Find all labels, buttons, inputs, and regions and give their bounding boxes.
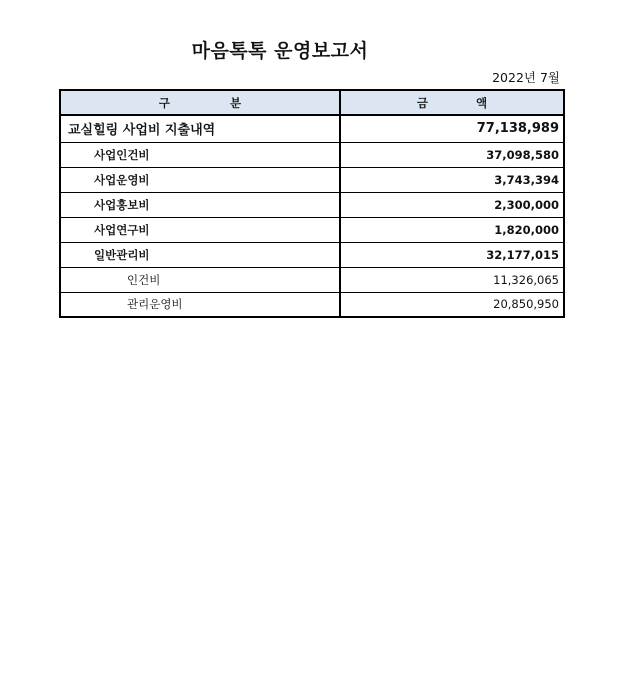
row-label: 관리운영비 [60, 292, 340, 317]
header-category-char-2: 분 [230, 95, 242, 110]
table-row [60, 217, 564, 242]
table-row [60, 115, 564, 142]
table-row [60, 267, 564, 292]
report-title: 마음톡톡 운영보고서 [191, 40, 369, 62]
header-category-char-1: 구 [158, 95, 170, 110]
table-row [60, 292, 564, 317]
row-amount: 3,743,394 [340, 167, 564, 192]
header-amount [340, 90, 564, 115]
row-amount: 77,138,989 [340, 115, 564, 142]
header-category [60, 90, 340, 115]
row-label: 사업인건비 [60, 142, 340, 167]
table-header-row [60, 90, 564, 115]
header-amount-char-2: 액 [476, 95, 488, 110]
row-amount: 11,326,065 [340, 267, 564, 292]
table-row [60, 167, 564, 192]
row-amount: 1,820,000 [340, 217, 564, 242]
row-label: 일반관리비 [60, 242, 340, 267]
table-row [60, 192, 564, 217]
expense-table [59, 89, 565, 318]
header-amount-char-1: 금 [416, 95, 428, 110]
row-label: 교실힐링 사업비 지출내역 [60, 115, 340, 142]
row-label: 사업홍보비 [60, 192, 340, 217]
row-label: 인건비 [60, 267, 340, 292]
table-row [60, 142, 564, 167]
report-date: 2022년 7월 [492, 70, 560, 85]
row-amount: 20,850,950 [340, 292, 564, 317]
table-row [60, 242, 564, 267]
row-label: 사업운영비 [60, 167, 340, 192]
row-amount: 37,098,580 [340, 142, 564, 167]
row-amount: 32,177,015 [340, 242, 564, 267]
row-amount: 2,300,000 [340, 192, 564, 217]
row-label: 사업연구비 [60, 217, 340, 242]
